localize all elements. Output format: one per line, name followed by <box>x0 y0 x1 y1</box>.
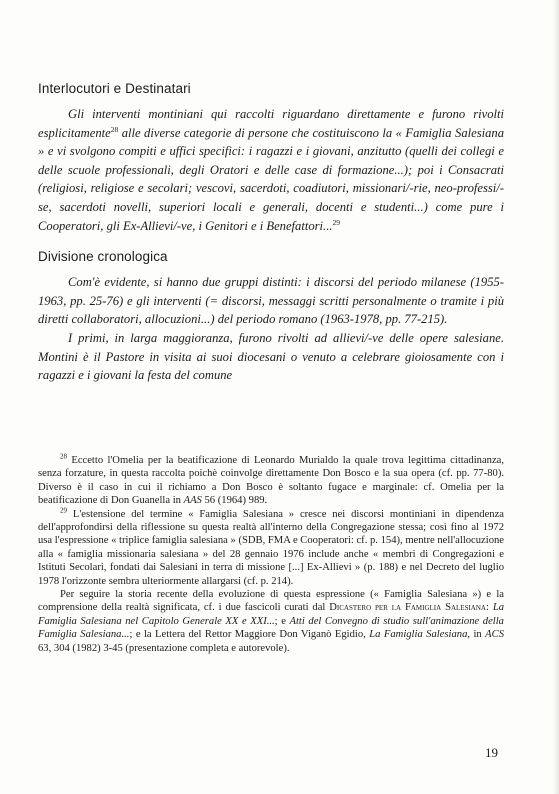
paragraph-divisione-1: Com'è evidente, si hanno due gruppi distinti: i discorsi del periodo milanese (1955-1963, pp. 25-76) e gli interventi (= discorsi, messaggi scritti personalmente o tramite i più diretti collaboratori, allocuzioni...) del periodo romano (1963-1978, pp. 77-215). <box>38 275 504 327</box>
page-edge-shadow <box>553 0 559 794</box>
page-body <box>38 76 504 385</box>
footnote-number: 28 <box>60 452 67 461</box>
footnote-ref-29[interactable]: 29 <box>332 217 340 227</box>
footnote-citation: AAS <box>183 495 202 507</box>
footnote-text: 56 (1964) 989. <box>201 495 268 507</box>
footnote-citation: La Famiglia Salesiana nel Capitolo Generale XX e XXI... <box>38 602 505 627</box>
paragraph-interlocutori <box>38 105 504 235</box>
paragraph-text: Gli interventi montiniani qui raccolti riguardano direttamente e furono rivolti esplicitamente <box>38 107 504 140</box>
footnote-ref-28[interactable]: 28 <box>110 124 119 134</box>
section-heading-interlocutori: Interlocutori e Destinatari <box>38 81 191 96</box>
footnote-citation: ACS <box>485 629 505 641</box>
footnote-number: 29 <box>60 506 67 515</box>
footnote-text: 63, 304 (1982) 3-45 (presentazione completa e autorevole). <box>38 642 290 654</box>
footnote-text: Eccetto l'Omelia per la beatificazione di Leonardo Murialdo la quale trova legittima cittadinanza, senza forzature, in questa raccolta poichè coinvolge direttamente Don Bosco e la sua opera (cf. pp. 77-80). Diverso è il caso in cui il richiamo a Don Bosco è soltanto fugace e marginale: cf. Omelia per la beatificazione di Don Guanella in <box>38 455 504 507</box>
paragraph-text: alle diverse categorie di persone che costituiscono la « Famiglia Salesiana » e vi svolgono compiti e uffici specifici: i ragazzi e i giovani, anzitutto (quelli dei collegi e delle scuole professionali, degli Oratori e delle case di formazione...); poi i Consacrati (religiosi, religiose e secolari; vescovi, sacerdoti, coadiutori, missionari/-rie, neo-professi/-se, sacerdoti novelli, superiori locali e generali, docenti e studenti...) come pure i Cooperatori, gli Ex-Allievi/-ve, i Genitori e i Benefattori... <box>38 125 504 233</box>
footnote-text: ; e <box>274 615 290 627</box>
footnotes <box>38 454 504 655</box>
footnote-citation: Atti del Convegno di studio sull'animazione della Famiglia Salesiana... <box>38 615 504 641</box>
footnote-text: , in <box>467 629 486 641</box>
footnote-text: ; e la Lettera del Rettor Maggiore Don Viganò Egidio, <box>129 629 370 641</box>
section-heading-divisione: Divisione cronologica <box>38 249 168 265</box>
footnote-author: Dicastero per la Famiglia Salesiana <box>329 602 486 614</box>
footnote-text: Per seguire la storia recente della evoluzione di questa espressione (« Famiglia Salesiana ») e la comprensione della realtà significata, cf. i due fascicoli curati dal <box>38 589 504 614</box>
paragraph-divisione-2: I primi, in larga maggioranza, furono rivolti ad allievi/-ve delle opere salesiane. Montini è il Pastore in visita ai suoi diocesani o venuto a celebrare gioiosamente con i ragazzi e i giovani la festa del comune <box>38 330 504 383</box>
page-number: 19 <box>485 745 498 760</box>
footnote-text: : <box>485 602 493 614</box>
footnote-citation: La Famiglia Salesiana <box>369 629 468 641</box>
footnote-text: L'estensione del termine « Famiglia Salesiana » cresce nei discorsi montiniani in dipendenza dell'approfondirsi della riflessione su questa realtà all'interno della Congregazione stessa; così fino al 1972 usa l'espressione « triplice famiglia salesiana » (SDB, FMA e Cooperatori: cf. p. 154), mentre nell'allocuzione alla « famiglia missionaria salesiana » del 28 gennaio 1976 include anche « membri di Congregazioni e Istituti Secolari, fondati dai Salesiani in terra di missione [...] Ex-Allievi » (p. 188) e nel Decreto del luglio 1978 l'orizzonte sembra ulteriormente allargarsi (cf. p. 214). <box>38 508 504 587</box>
footnote-29 <box>38 508 504 588</box>
footnote-28 <box>38 454 504 508</box>
footnote-29-continued <box>38 588 504 655</box>
